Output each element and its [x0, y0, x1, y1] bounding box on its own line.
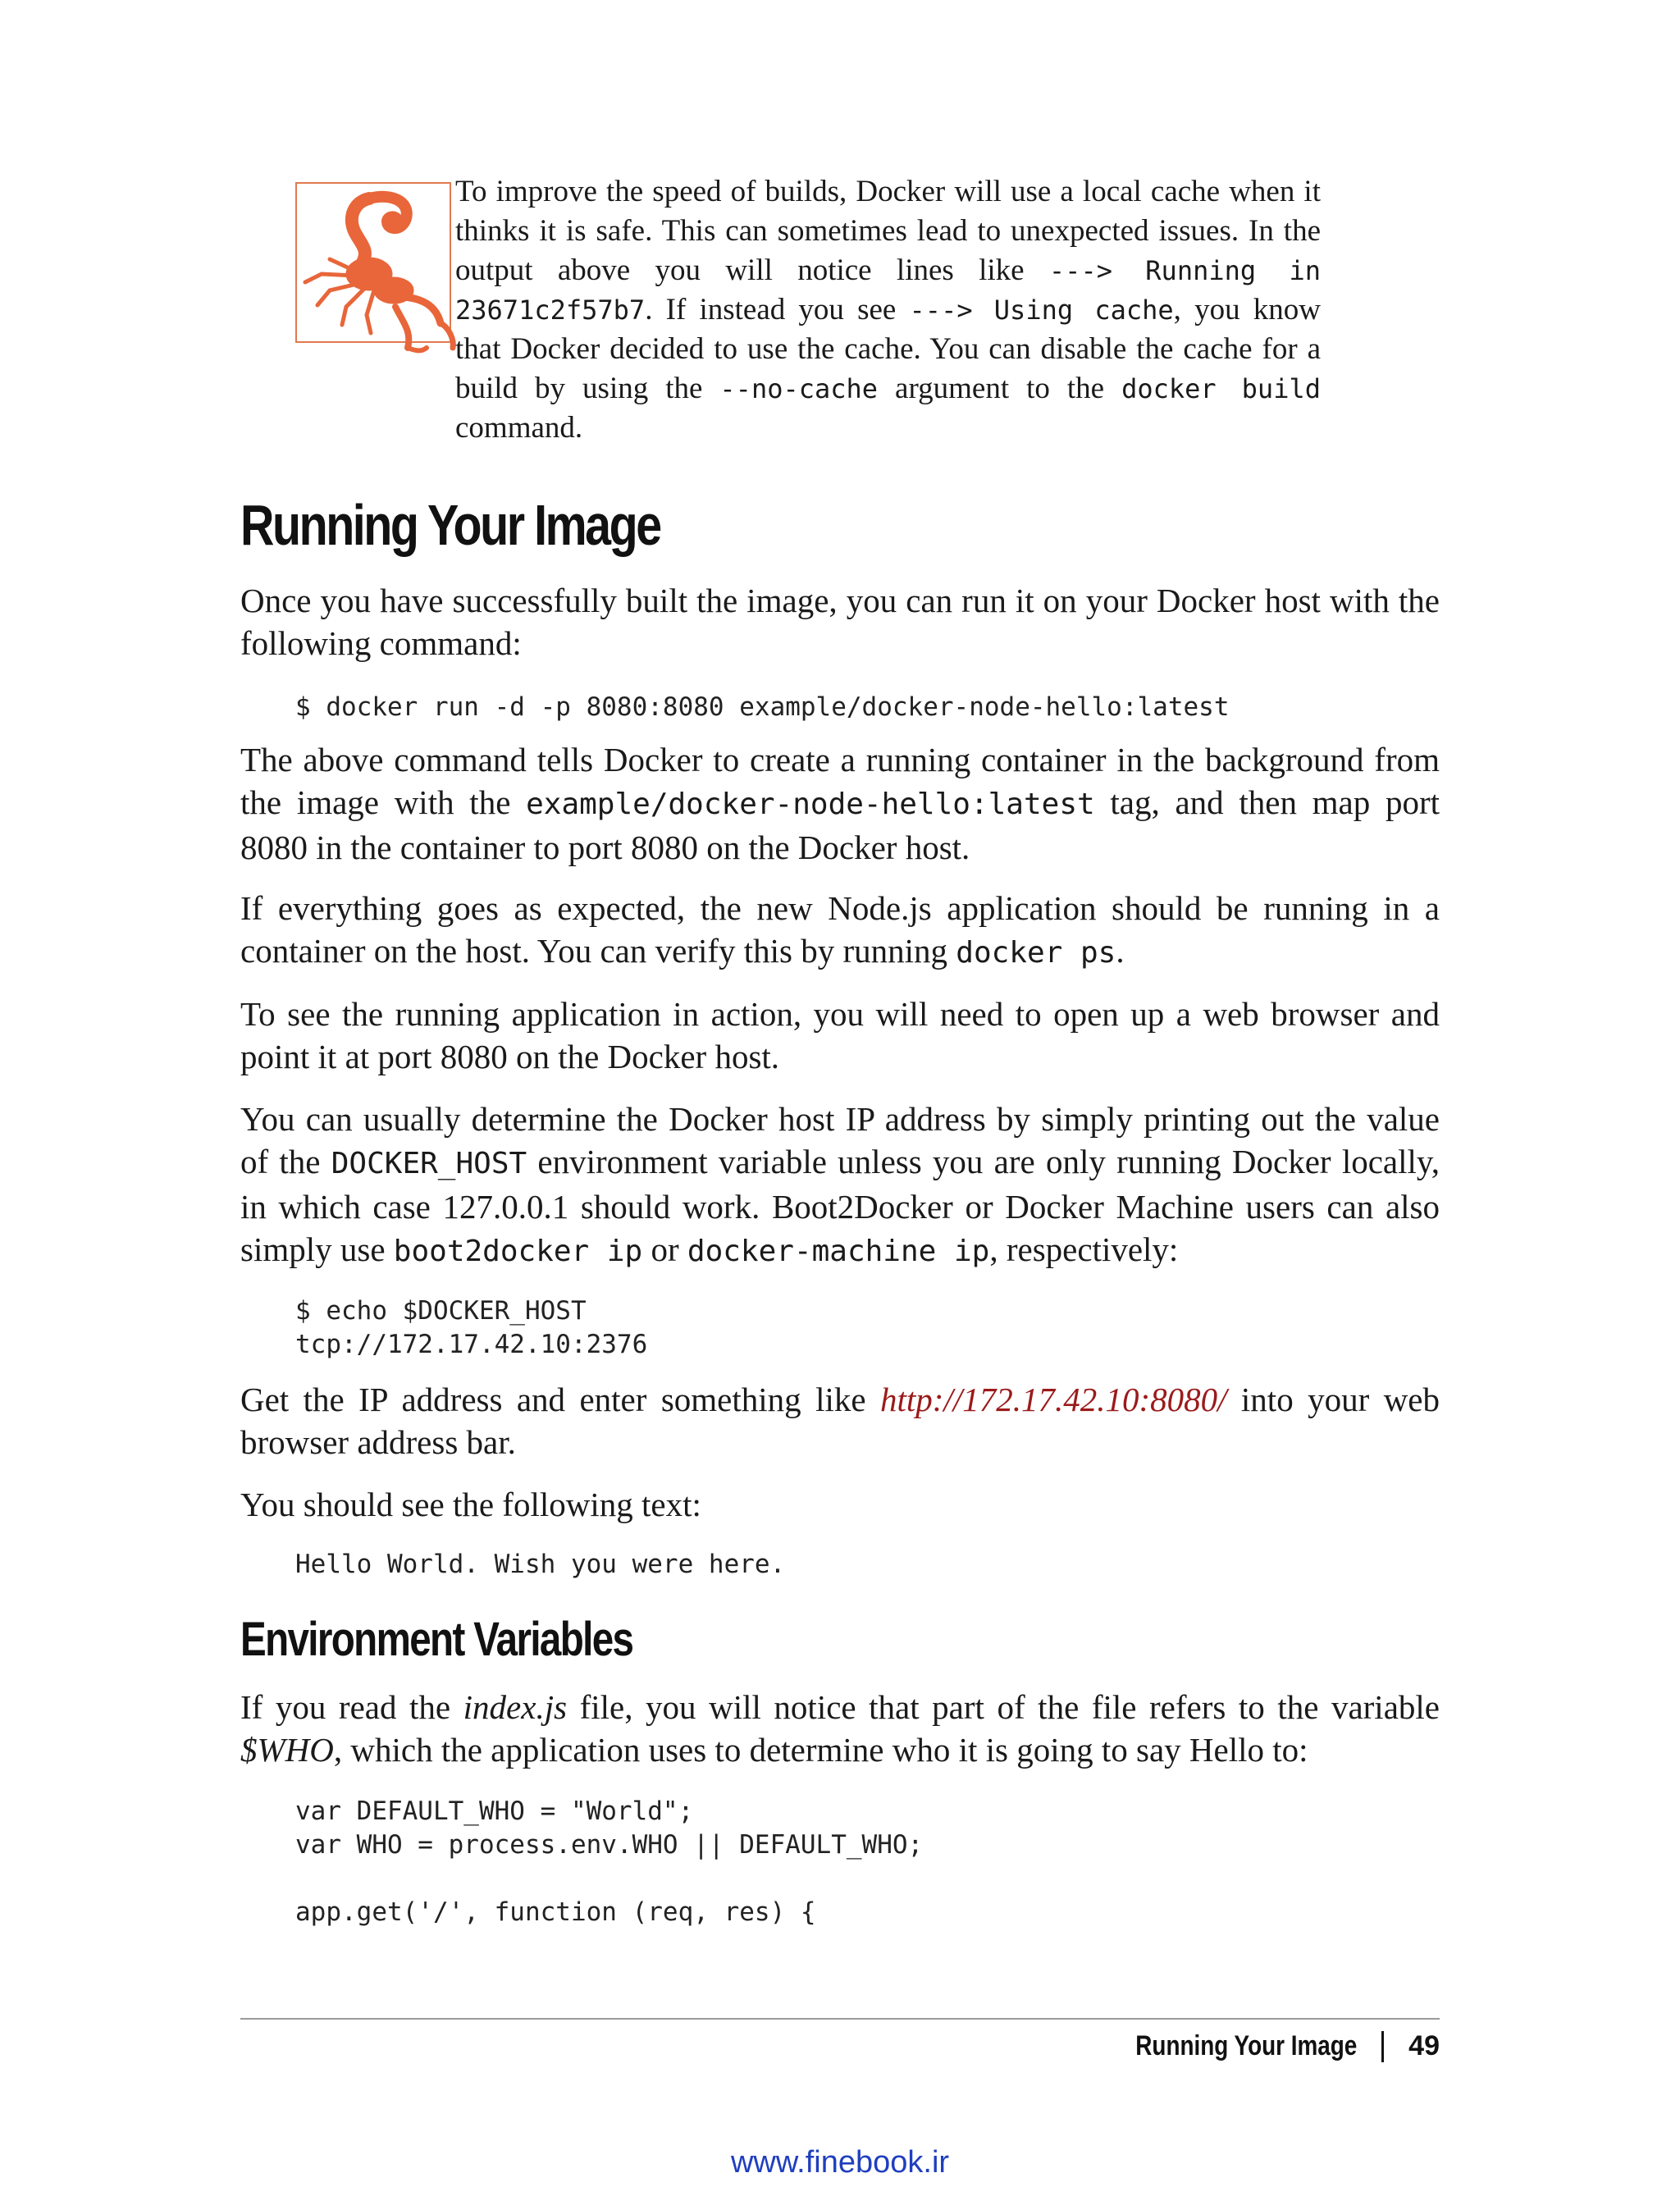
- text-span: To improve the speed of builds, Docker will use a local cache when it thinks it is safe. This can sometimes lead to unexpected issues. In the output above you will notice lines like: [455, 175, 1321, 287]
- page-footer: [1087, 2030, 1440, 2062]
- paragraph-docker-host: [240, 1098, 1440, 1273]
- text-span: . If instead you see: [645, 293, 910, 326]
- text-span: or: [642, 1230, 687, 1268]
- paragraph-index-js: [240, 1686, 1440, 1771]
- paragraph-command-explained: [240, 738, 1440, 869]
- warning-text: [455, 172, 1321, 448]
- text-span: , which the application uses to determine who it is going to say Hello to:: [333, 1731, 1308, 1769]
- inline-code: docker build: [1121, 373, 1321, 404]
- text-span: argument to the: [878, 372, 1122, 405]
- inline-code: DOCKER_HOST: [331, 1147, 527, 1180]
- emphasis-variable: $WHO: [240, 1731, 334, 1769]
- inline-code: docker ps: [956, 936, 1116, 970]
- inline-code: ---> Using cache: [909, 294, 1174, 326]
- code-block-hello-world: Hello World. Wish you were here.: [295, 1550, 786, 1579]
- paragraph-intro: Once you have successfully built the image, you can run it on your Docker host with the following command:: [240, 582, 1440, 662]
- paragraph-browser: To see the running application in action, you will need to open up a web browser and point it at port 8080 on the Docker host.: [240, 995, 1440, 1075]
- code-block-docker-run: $ docker run -d -p 8080:8080 example/docker-node-hello:latest: [295, 692, 1230, 722]
- text-span: file, you will notice that part of the file refers to the variable: [567, 1688, 1440, 1726]
- text-span: Get the IP address and enter something like: [240, 1381, 880, 1418]
- paragraph-expected-text: You should see the following text:: [240, 1486, 701, 1523]
- inline-code: ---> Running in 23671c2f57b7: [455, 255, 1322, 326]
- section-heading-running-your-image: Running Your Image: [240, 493, 660, 557]
- emphasis-filename: index.js: [463, 1688, 568, 1726]
- paragraph-ip-address: [240, 1378, 1440, 1463]
- text-span: If you read the: [240, 1688, 463, 1726]
- text-span: .: [1116, 932, 1125, 970]
- code-block-echo-host: $ echo $DOCKER_HOST tcp://172.17.42.10:2376: [295, 1296, 648, 1359]
- page-number: 49: [1408, 2030, 1440, 2061]
- footer-separator: [1381, 2031, 1384, 2062]
- text-span: command.: [455, 411, 583, 445]
- text-span: tag, and then map port 8080 in the container to port 8080 on the Docker host.: [240, 783, 1440, 866]
- inline-code: boot2docker ip: [393, 1235, 643, 1268]
- text-span: , you know that Docker decided to use the cache. You can disable the cache for a build by using the: [455, 293, 1321, 405]
- text-span: The above command tells Docker to create a running container in the background from the image with the: [240, 741, 1440, 821]
- inline-code: --no-cache: [719, 373, 879, 404]
- text-span: You can usually determine the Docker host IP address by simply printing out the value of the: [240, 1100, 1440, 1180]
- url-link[interactable]: http://172.17.42.10:8080/: [879, 1381, 1227, 1418]
- text-span: into your web browser address bar.: [240, 1381, 1440, 1461]
- inline-code: docker-machine ip: [687, 1235, 990, 1268]
- footer-chapter-title: Running Your Image: [1135, 2030, 1358, 2061]
- watermark-url[interactable]: www.finebook.ir: [730, 2145, 950, 2180]
- section-heading-environment-variables: Environment Variables: [240, 1613, 633, 1666]
- scorpion-icon: [295, 182, 451, 343]
- inline-code: example/docker-node-hello:latest: [526, 788, 1095, 821]
- code-block-index-js: var DEFAULT_WHO = "World"; var WHO = process.env.WHO || DEFAULT_WHO; app.get('/', function (req, res) {: [295, 1796, 924, 1927]
- paragraph-verify: [240, 887, 1440, 975]
- text-span: environment variable unless you are only running Docker locally, in which case 127.0.0.1 should work. Boot2Docker or Docker Machine users can also simply use: [240, 1143, 1440, 1268]
- text-span: If everything goes as expected, the new Node.js application should be running in a container on the host. You can verify this by running: [240, 889, 1440, 970]
- text-span: , respectively:: [989, 1230, 1179, 1268]
- footer-divider: [240, 2018, 1440, 2020]
